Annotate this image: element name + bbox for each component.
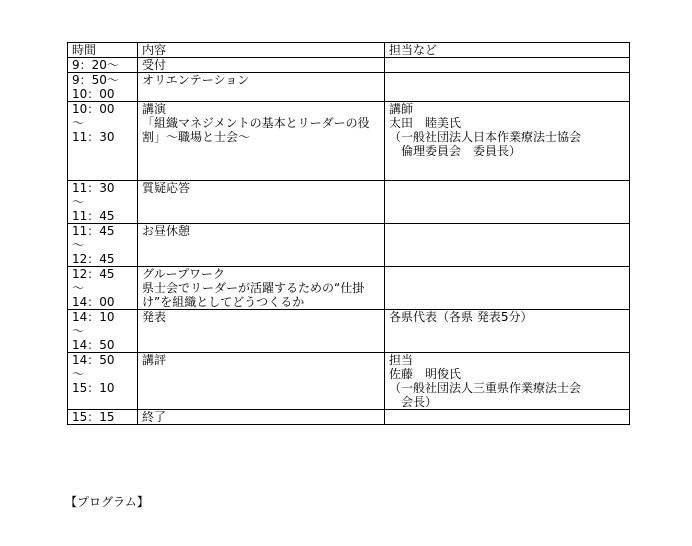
content-cell: オリエンテーション — [138, 73, 385, 102]
staff-cell: 講師 太田 睦美氏 （一般社団法人日本作業療法士協会 倫理委員会 委員長） — [385, 102, 630, 181]
table-row — [68, 310, 630, 353]
content-cell: お昼休憩 — [138, 224, 385, 267]
table-row — [68, 73, 630, 102]
time-cell: 14：10 〜 14：50 — [68, 310, 138, 353]
content-cell: 講評 — [138, 353, 385, 410]
staff-cell: 担当 佐藤 明俊氏 （一般社団法人三重県作業療法士会 会長） — [385, 353, 630, 410]
staff-cell — [385, 267, 630, 310]
time-cell: 9：20〜 — [68, 58, 138, 73]
header-row — [68, 43, 630, 58]
table-row — [68, 58, 630, 73]
staff-cell — [385, 73, 630, 102]
table-row — [68, 353, 630, 410]
content-cell: グループワーク 県士会でリーダーが活躍するための“仕掛け”を組織としてどうつくるか — [138, 267, 385, 310]
table-row — [68, 181, 630, 224]
time-cell: 14：50 〜 15：10 — [68, 353, 138, 410]
content-cell: 発表 — [138, 310, 385, 353]
header-staff: 担当など — [385, 43, 630, 58]
table-row — [68, 410, 630, 425]
content-cell: 講演 「組織マネジメントの基本とリーダーの役割」〜職場と士会〜 — [138, 102, 385, 181]
program-caption: 【プログラム】 — [65, 495, 149, 509]
time-cell: 15：15 — [68, 410, 138, 425]
time-cell: 12：45 〜 14：00 — [68, 267, 138, 310]
staff-cell — [385, 181, 630, 224]
content-cell: 受付 — [138, 58, 385, 73]
table-row — [68, 102, 630, 181]
table-row — [68, 267, 630, 310]
time-cell: 11：30 〜 11：45 — [68, 181, 138, 224]
time-cell: 10：00 〜 11：30 — [68, 102, 138, 181]
time-cell: 9：50〜 10：00 — [68, 73, 138, 102]
table-row — [68, 224, 630, 267]
time-cell: 11：45 〜 12：45 — [68, 224, 138, 267]
program-table — [67, 42, 630, 425]
content-cell: 質疑応答 — [138, 181, 385, 224]
staff-cell: 各県代表（各県 発表5分） — [385, 310, 630, 353]
staff-cell — [385, 224, 630, 267]
content-cell: 終了 — [138, 410, 385, 425]
header-time: 時間 — [68, 43, 138, 58]
staff-cell — [385, 58, 630, 73]
program-table-body — [68, 43, 630, 425]
header-content: 内容 — [138, 43, 385, 58]
staff-cell — [385, 410, 630, 425]
